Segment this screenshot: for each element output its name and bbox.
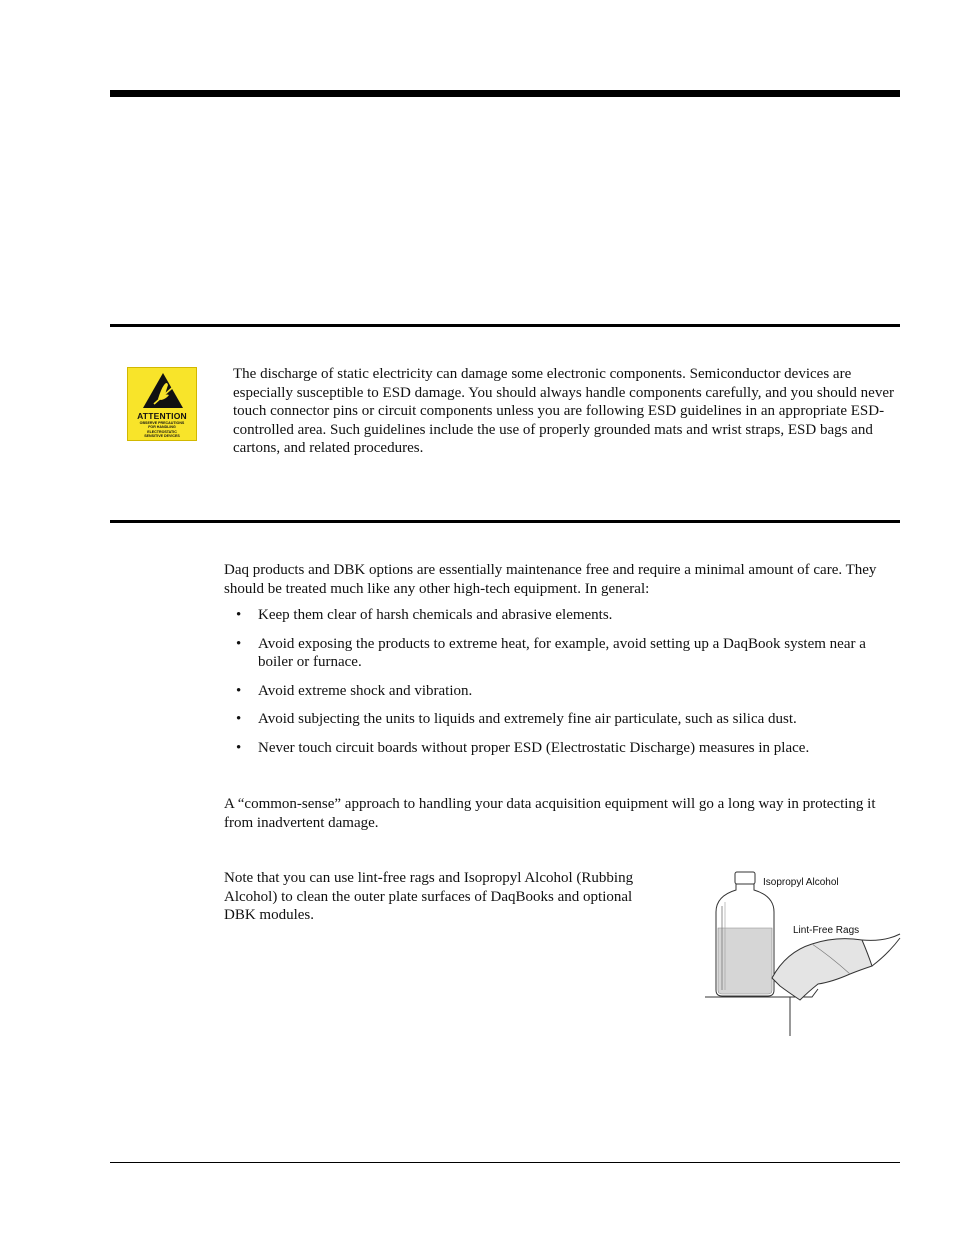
list-item	[224, 606, 900, 625]
list-item-text: Keep them clear of harsh chemicals and abrasive elements.	[258, 607, 613, 623]
esd-label-heading: ATTENTION	[137, 411, 187, 421]
esd-section-rule	[110, 324, 900, 327]
cleaning-supplies-illustration	[700, 866, 905, 1041]
esd-attention-label	[127, 367, 197, 441]
cleaning-note-paragraph: Note that you can use lint-free rags and Isopropyl Alcohol (Rubbing Alcohol) to clean the outer plate surfaces of DaqBooks and optional DBK modules.	[224, 870, 634, 923]
fine-print-line: SENSITIVE DEVICES	[144, 433, 180, 438]
list-item-text: Avoid extreme shock and vibration.	[258, 682, 473, 699]
list-item	[224, 635, 900, 672]
list-item-text: Avoid subjecting the units to liquids and extremely fine air particulate, such as silica dust.	[258, 711, 797, 727]
footer-rule	[110, 1162, 900, 1163]
care-guidelines-list	[224, 606, 900, 767]
fine-print-line: OBSERVE PRECAUTIONS	[139, 421, 185, 425]
list-item	[224, 710, 900, 729]
list-item	[224, 739, 900, 758]
fine-print-line: FOR HANDLING	[148, 425, 176, 430]
bullet-icon: •	[236, 607, 242, 623]
bullet-icon: •	[236, 682, 242, 699]
bullet-icon: •	[236, 739, 242, 756]
esd-label-fine-print	[132, 421, 192, 438]
alcohol-bottle-icon	[716, 872, 774, 996]
list-item-text: Avoid exposing the products to extreme heat, for example, avoid setting up a DaqBook system near a boiler or furnace.	[258, 635, 866, 670]
bullet-icon: •	[236, 635, 242, 652]
bottle-callout-label: Isopropyl Alcohol	[763, 877, 839, 888]
list-item-text: Never touch circuit boards without proper ESD (Electrostatic Discharge) measures in place.	[258, 739, 810, 756]
esd-paragraph: The discharge of static electricity can damage some electronic components. Semiconductor devices are especially susceptible to ESD damage. You should always handle components carefully, and you should never touch connector pins or circuit components unless you are following ESD guidelines in an appropriate ESD-controlled area. Such guidelines include the use of properly grounded mats and wrist straps, ESD bags and cartons, and related procedures.	[233, 366, 894, 456]
esd-warning-icon	[128, 368, 198, 412]
common-sense-paragraph: A “common-sense” approach to handling your data acquisition equipment will go a long way in protecting it from inadvertent damage.	[224, 796, 876, 831]
bullet-icon: •	[236, 711, 242, 727]
top-heavy-rule	[110, 90, 900, 97]
rags-callout-label: Lint-Free Rags	[793, 925, 860, 936]
lint-free-rags-icon	[772, 934, 900, 1000]
list-item	[224, 682, 900, 701]
fine-print-line: ELECTROSTATIC	[147, 429, 177, 434]
care-section-rule	[110, 520, 900, 523]
care-intro-paragraph: Daq products and DBK options are essentially maintenance free and require a minimal amount of care. They should be treated much like any other high-tech equipment. In general:	[224, 562, 877, 597]
